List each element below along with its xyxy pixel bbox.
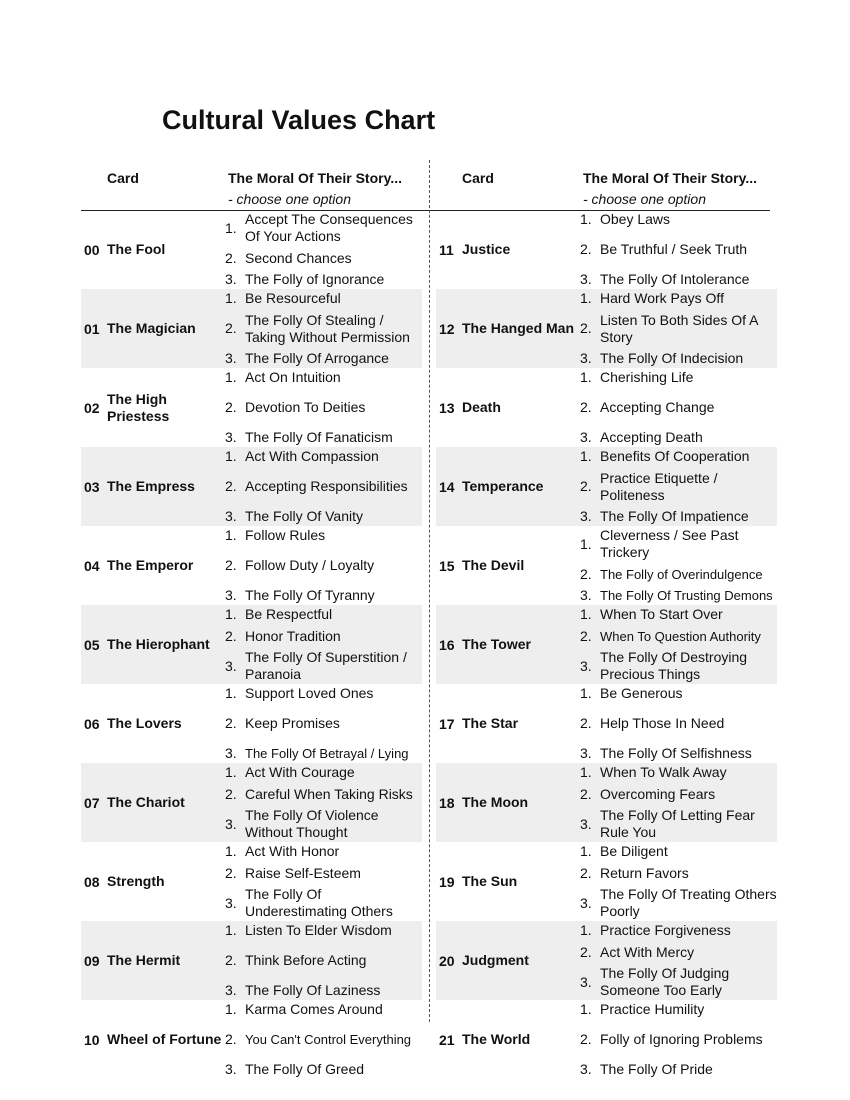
option-text: Be Truthful / Seek Truth xyxy=(600,241,748,257)
option-text: Practice Humility xyxy=(600,1001,705,1017)
option-number: 2. xyxy=(225,478,237,494)
option-text: Overcoming Fears xyxy=(600,785,716,802)
moral-column-header: The Moral Of Their Story... xyxy=(228,170,402,186)
moral-option xyxy=(580,448,777,465)
option-text: Accept The Consequences Of Your Actions xyxy=(245,211,413,244)
option-text: Raise Self-Esteem xyxy=(245,864,361,881)
option-number: 1. xyxy=(580,535,592,552)
card-row xyxy=(81,684,422,763)
moral-option xyxy=(580,369,777,386)
option-text: Be Diligent xyxy=(600,843,668,859)
card-number: 07 xyxy=(84,794,100,811)
card-number: 01 xyxy=(84,320,100,337)
option-text: The Folly Of Superstition / Paranoia xyxy=(245,649,407,682)
option-text: The Folly Of Tyranny xyxy=(245,587,375,603)
card-name: The Tower xyxy=(462,636,531,652)
option-number: 3. xyxy=(225,745,237,761)
moral-option xyxy=(580,211,777,228)
cards-column-right xyxy=(436,210,777,1079)
option-text: Honor Tradition xyxy=(245,627,341,644)
option-text: The Folly Of Greed xyxy=(245,1061,365,1077)
option-number: 2. xyxy=(225,320,237,336)
moral-option xyxy=(580,965,777,999)
moral-option xyxy=(580,886,777,920)
option-number: 1. xyxy=(225,448,237,464)
moral-options xyxy=(225,1001,422,1078)
option-text: When To Start Over xyxy=(600,606,723,622)
card-row xyxy=(81,289,422,368)
option-number: 1. xyxy=(225,843,237,859)
option-text: Accepting Change xyxy=(600,399,715,415)
moral-options xyxy=(580,685,777,762)
moral-option xyxy=(225,271,422,288)
option-number: 2. xyxy=(225,785,237,802)
moral-option xyxy=(225,606,422,623)
card-name: The Lovers xyxy=(107,715,182,731)
moral-option xyxy=(225,649,422,683)
card-number: 21 xyxy=(439,1031,455,1048)
moral-option xyxy=(580,649,777,683)
card-number: 03 xyxy=(84,478,100,495)
card-number: 14 xyxy=(439,478,455,495)
card-number: 11 xyxy=(439,241,454,258)
card-name: The Sun xyxy=(462,873,518,889)
option-text: The Folly Of Intolerance xyxy=(600,271,750,287)
option-text: Be Respectful xyxy=(245,606,333,622)
card-name: The Chariot xyxy=(107,794,185,810)
option-number: 2. xyxy=(225,952,237,968)
card-name: The Hierophant xyxy=(107,636,210,652)
moral-option xyxy=(225,250,422,267)
option-number: 3. xyxy=(580,973,592,990)
option-number: 2. xyxy=(225,399,237,415)
card-row xyxy=(436,763,777,842)
card-row xyxy=(81,368,422,447)
card-name: The Hanged Man xyxy=(462,320,575,336)
option-number: 3. xyxy=(225,429,237,445)
moral-option xyxy=(580,786,777,803)
card-number: 05 xyxy=(84,636,100,653)
card-name: The High Priestess xyxy=(107,390,170,424)
option-number: 2. xyxy=(225,627,237,644)
option-number: 3. xyxy=(580,271,592,287)
option-number: 1. xyxy=(580,1001,592,1017)
moral-column-header: The Moral Of Their Story... xyxy=(583,170,757,186)
moral-options xyxy=(580,290,777,367)
option-text: The Folly Of Treating Others Poorly xyxy=(600,886,777,919)
moral-option xyxy=(580,290,777,307)
option-text: Practice Etiquette / Politeness xyxy=(600,469,718,503)
moral-option xyxy=(580,715,777,732)
option-number: 3. xyxy=(225,508,237,524)
card-number: 18 xyxy=(439,794,455,811)
option-number: 3. xyxy=(580,745,592,761)
moral-options xyxy=(580,843,777,920)
moral-options xyxy=(225,290,422,367)
card-name: The Star xyxy=(462,715,519,731)
option-number: 2. xyxy=(580,864,592,881)
option-text: The Folly Of Laziness xyxy=(245,982,381,998)
card-column-header: Card xyxy=(107,170,139,186)
moral-option xyxy=(580,944,777,961)
option-number: 3. xyxy=(225,894,237,911)
moral-option xyxy=(580,1001,777,1018)
moral-option xyxy=(580,587,777,604)
card-row xyxy=(81,921,422,1000)
card-number: 08 xyxy=(84,873,100,890)
moral-options xyxy=(225,764,422,841)
option-number: 1. xyxy=(580,764,592,780)
card-row xyxy=(436,289,777,368)
option-number: 3. xyxy=(580,815,592,832)
option-text: The Folly Of Indecision xyxy=(600,350,744,366)
card-number: 02 xyxy=(84,399,100,416)
option-text: The Folly Of Underestimating Others xyxy=(245,886,393,919)
moral-option xyxy=(225,587,422,604)
option-number: 3. xyxy=(225,1061,237,1077)
option-text: Benefits Of Cooperation xyxy=(600,448,750,464)
card-name: The Emperor xyxy=(107,557,194,573)
moral-options xyxy=(225,211,422,288)
option-number: 1. xyxy=(580,606,592,622)
moral-options xyxy=(225,606,422,683)
card-number: 13 xyxy=(439,399,455,416)
moral-options xyxy=(225,369,422,446)
card-row xyxy=(81,1000,422,1079)
card-number: 20 xyxy=(439,952,455,969)
card-row xyxy=(81,605,422,684)
moral-options xyxy=(580,211,777,288)
card-name: The Devil xyxy=(462,557,525,573)
card-name: The Empress xyxy=(107,478,195,494)
moral-option xyxy=(580,271,777,288)
option-text: Accepting Responsibilities xyxy=(245,478,408,494)
card-row xyxy=(436,210,777,289)
card-row xyxy=(81,526,422,605)
moral-column-subtitle: - choose one option xyxy=(228,191,351,207)
moral-option xyxy=(225,429,422,446)
option-text: Act With Mercy xyxy=(600,943,695,960)
option-text: Follow Rules xyxy=(245,527,326,543)
moral-option xyxy=(225,350,422,367)
card-name: Death xyxy=(462,399,501,415)
moral-option xyxy=(225,1031,422,1048)
option-text: Folly of Ignoring Problems xyxy=(600,1031,763,1047)
moral-option xyxy=(225,211,422,245)
card-row xyxy=(436,447,777,526)
moral-option xyxy=(580,843,777,860)
option-text: The Folly Of Impatience xyxy=(600,508,749,524)
option-text: The Folly Of Trusting Demons xyxy=(600,588,773,603)
option-number: 3. xyxy=(580,657,592,674)
moral-option xyxy=(580,865,777,882)
moral-option xyxy=(580,1031,777,1048)
card-row xyxy=(81,210,422,289)
option-number: 1. xyxy=(225,219,237,236)
option-number: 2. xyxy=(580,478,592,494)
option-text: The Folly of Overindulgence xyxy=(600,566,763,582)
option-text: Listen To Elder Wisdom xyxy=(245,922,392,938)
moral-option xyxy=(580,241,777,258)
option-text: When To Walk Away xyxy=(600,764,727,780)
option-number: 2. xyxy=(225,249,237,266)
moral-option xyxy=(580,745,777,762)
option-number: 1. xyxy=(225,922,237,938)
option-number: 2. xyxy=(580,1031,592,1047)
option-number: 1. xyxy=(225,606,237,622)
option-text: The Folly Of Vanity xyxy=(245,508,364,524)
moral-option xyxy=(225,786,422,803)
card-name: The Magician xyxy=(107,320,196,336)
option-text: The Folly Of Stealing / Taking Without Permission xyxy=(245,311,410,345)
cards-column-left xyxy=(81,210,422,1079)
option-number: 2. xyxy=(580,943,592,960)
moral-option xyxy=(580,470,777,504)
card-row xyxy=(436,605,777,684)
moral-option xyxy=(225,715,422,732)
option-text: The Folly Of Pride xyxy=(600,1061,713,1077)
option-number: 1. xyxy=(225,1001,237,1017)
option-number: 3. xyxy=(225,587,237,603)
option-text: The Folly Of Fanaticism xyxy=(245,429,393,445)
moral-options xyxy=(225,448,422,525)
card-name: Justice xyxy=(462,241,511,257)
option-text: Act With Compassion xyxy=(245,448,379,464)
option-number: 3. xyxy=(225,815,237,832)
card-row xyxy=(436,526,777,605)
option-text: When To Question Authority xyxy=(600,628,761,644)
moral-option xyxy=(225,628,422,645)
card-number: 04 xyxy=(84,557,100,574)
option-text: Accepting Death xyxy=(600,429,703,445)
option-number: 2. xyxy=(225,864,237,881)
option-number: 2. xyxy=(580,565,592,582)
option-number: 3. xyxy=(225,271,237,287)
moral-option xyxy=(580,429,777,446)
card-number: 00 xyxy=(84,241,100,258)
card-name: Temperance xyxy=(462,478,544,494)
option-text: The Folly Of Arrogance xyxy=(245,350,389,366)
option-number: 2. xyxy=(580,241,592,257)
option-number: 3. xyxy=(580,350,592,366)
card-number: 12 xyxy=(439,320,455,337)
card-row xyxy=(436,1000,777,1079)
moral-options xyxy=(580,922,777,999)
option-text: Obey Laws xyxy=(600,211,671,227)
card-name: The Hermit xyxy=(107,952,181,968)
option-text: Keep Promises xyxy=(245,715,340,731)
card-number: 16 xyxy=(439,636,455,653)
moral-option xyxy=(225,745,422,762)
moral-options xyxy=(225,843,422,920)
moral-option xyxy=(580,685,777,702)
option-text: Hard Work Pays Off xyxy=(600,290,724,306)
option-text: Be Generous xyxy=(600,685,683,701)
moral-option xyxy=(225,982,422,999)
moral-option xyxy=(225,843,422,860)
card-number: 17 xyxy=(439,715,455,732)
option-number: 2. xyxy=(580,320,592,336)
moral-option xyxy=(580,807,777,841)
option-text: The Folly of Ignorance xyxy=(245,271,385,287)
column-divider xyxy=(429,160,430,1022)
moral-option xyxy=(225,1061,422,1078)
option-number: 1. xyxy=(580,685,592,701)
card-number: 19 xyxy=(439,873,455,890)
option-number: 2. xyxy=(580,715,592,731)
moral-option xyxy=(225,807,422,841)
card-row xyxy=(436,842,777,921)
moral-options xyxy=(225,685,422,762)
moral-option xyxy=(225,508,422,525)
option-number: 1. xyxy=(225,290,237,306)
option-text: Act On Intuition xyxy=(245,369,341,385)
moral-option xyxy=(580,312,777,346)
option-number: 1. xyxy=(580,448,592,464)
page-title: Cultural Values Chart xyxy=(162,105,436,135)
moral-option xyxy=(225,1001,422,1018)
option-number: 3. xyxy=(580,1061,592,1077)
option-number: 3. xyxy=(225,657,237,674)
option-number: 3. xyxy=(580,508,592,524)
moral-option xyxy=(225,685,422,702)
moral-options xyxy=(580,764,777,841)
card-number: 09 xyxy=(84,952,100,969)
option-number: 1. xyxy=(225,764,237,780)
option-text: Return Favors xyxy=(600,864,689,881)
option-text: The Folly Of Letting Fear Rule You xyxy=(600,807,755,840)
moral-option xyxy=(225,886,422,920)
moral-option xyxy=(225,448,422,465)
card-name: The Fool xyxy=(107,241,166,257)
option-text: The Folly Of Violence Without Thought xyxy=(245,807,379,840)
option-number: 1. xyxy=(225,369,237,385)
moral-option xyxy=(580,628,777,645)
option-text: Cleverness / See Past Trickery xyxy=(600,527,739,560)
option-number: 2. xyxy=(225,557,237,573)
moral-options xyxy=(580,369,777,446)
option-number: 3. xyxy=(225,982,237,998)
moral-option xyxy=(225,557,422,574)
option-text: Devotion To Deities xyxy=(245,399,366,415)
option-number: 2. xyxy=(225,1031,237,1047)
moral-option xyxy=(580,508,777,525)
option-number: 2. xyxy=(580,627,592,644)
moral-options xyxy=(580,1001,777,1078)
moral-option xyxy=(580,566,777,583)
option-text: The Folly Of Selfishness xyxy=(600,745,752,761)
option-text: Second Chances xyxy=(245,249,352,266)
card-row xyxy=(436,684,777,763)
option-text: The Folly Of Destroying Precious Things xyxy=(600,649,748,682)
card-number: 06 xyxy=(84,715,100,732)
card-name: Judgment xyxy=(462,952,529,968)
option-text: Act With Honor xyxy=(245,843,340,859)
card-row xyxy=(81,763,422,842)
moral-option xyxy=(580,764,777,781)
moral-option xyxy=(225,478,422,495)
moral-option xyxy=(580,399,777,416)
option-text: Karma Comes Around xyxy=(245,1001,383,1017)
moral-option xyxy=(225,952,422,969)
option-text: Support Loved Ones xyxy=(245,685,374,701)
card-row xyxy=(81,842,422,921)
moral-option xyxy=(225,527,422,544)
option-number: 1. xyxy=(225,685,237,701)
card-column-header: Card xyxy=(462,170,494,186)
card-name: The World xyxy=(462,1031,531,1047)
moral-option xyxy=(225,312,422,346)
moral-options xyxy=(225,527,422,604)
moral-column-subtitle: - choose one option xyxy=(583,191,706,207)
option-number: 2. xyxy=(580,785,592,802)
moral-options xyxy=(580,527,777,604)
option-text: Think Before Acting xyxy=(245,952,367,968)
card-row xyxy=(436,921,777,1000)
option-text: Careful When Taking Risks xyxy=(245,785,413,802)
moral-option xyxy=(580,350,777,367)
option-text: Act With Courage xyxy=(245,764,355,780)
option-text: Follow Duty / Loyalty xyxy=(245,557,375,573)
moral-option xyxy=(225,922,422,939)
moral-options xyxy=(580,448,777,525)
moral-option xyxy=(580,922,777,939)
option-number: 1. xyxy=(580,843,592,859)
card-number: 10 xyxy=(84,1031,100,1048)
card-row xyxy=(436,368,777,447)
moral-option xyxy=(225,369,422,386)
card-name: The Moon xyxy=(462,794,529,810)
option-number: 1. xyxy=(580,211,592,227)
card-name: Wheel of Fortune xyxy=(107,1031,222,1047)
option-text: Be Resourceful xyxy=(245,290,341,306)
option-text: Cherishing Life xyxy=(600,369,694,385)
option-text: The Folly Of Betrayal / Lying xyxy=(245,746,409,761)
moral-option xyxy=(225,764,422,781)
moral-options xyxy=(580,606,777,683)
moral-option xyxy=(580,1061,777,1078)
option-number: 1. xyxy=(580,290,592,306)
card-number: 15 xyxy=(439,557,455,574)
option-text: Help Those In Need xyxy=(600,715,725,731)
card-row xyxy=(81,447,422,526)
moral-option xyxy=(580,527,777,561)
option-number: 3. xyxy=(225,350,237,366)
option-number: 3. xyxy=(580,587,592,603)
option-text: Practice Forgiveness xyxy=(600,922,731,938)
moral-option xyxy=(225,290,422,307)
option-number: 3. xyxy=(580,894,592,911)
moral-option xyxy=(580,606,777,623)
option-number: 1. xyxy=(225,527,237,543)
option-text: You Can't Control Everything xyxy=(245,1032,412,1047)
option-number: 2. xyxy=(225,715,237,731)
option-number: 2. xyxy=(580,399,592,415)
moral-options xyxy=(225,922,422,999)
option-number: 3. xyxy=(580,429,592,445)
option-number: 1. xyxy=(580,369,592,385)
option-number: 1. xyxy=(580,922,592,938)
option-text: The Folly Of Judging Someone Too Early xyxy=(600,965,730,998)
card-name: Strength xyxy=(107,873,165,889)
moral-option xyxy=(225,865,422,882)
option-text: Listen To Both Sides Of A Story xyxy=(600,311,758,345)
moral-option xyxy=(225,399,422,416)
